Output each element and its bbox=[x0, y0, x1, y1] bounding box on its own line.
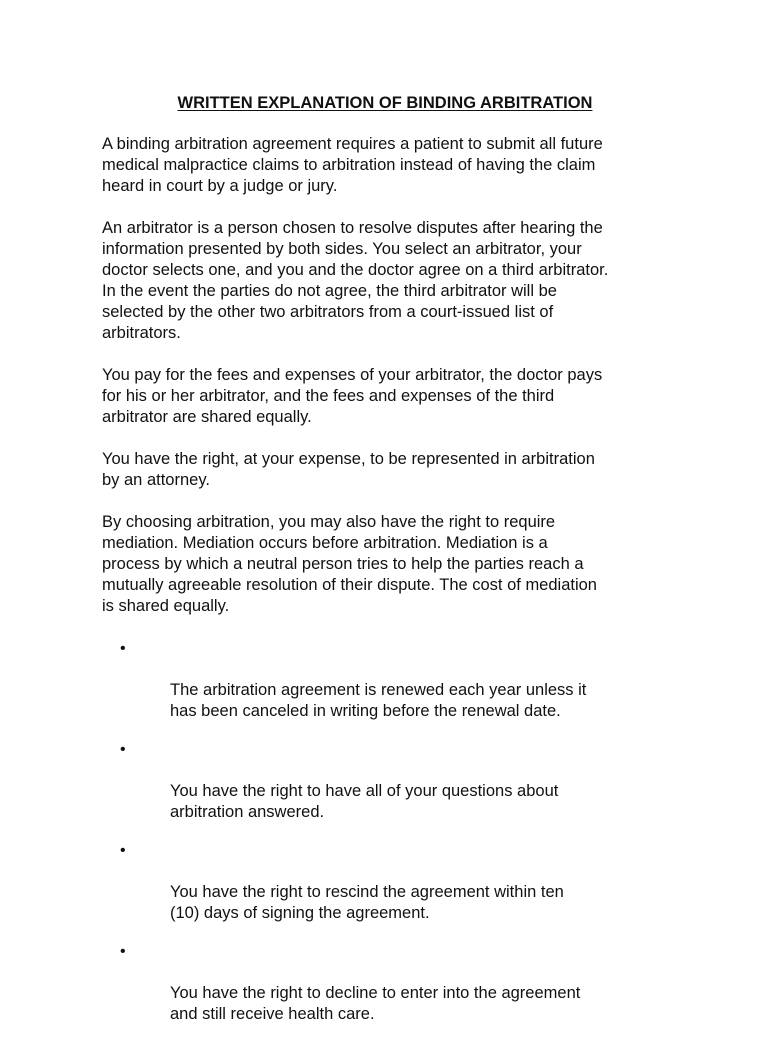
bullet-text: You have the right to decline to enter into the agreement and still receive health care. bbox=[170, 984, 581, 1023]
list-item bbox=[102, 638, 662, 722]
bullet-text: The arbitration agreement is renewed each year unless it has been canceled in writing before the renewal date. bbox=[170, 681, 587, 720]
paragraph-arbitrator-definition: An arbitrator is a person chosen to resolve disputes after hearing the information presented by both sides. You select an arbitrator, your doctor selects one, and you and the doctor agree on a third arbitrator. In the event the parties do not agree, the third arbitrator will be selected by the other two arbitrators from a court-issued list of arbitrators. bbox=[102, 219, 609, 342]
rights-bullet-list bbox=[102, 638, 662, 1025]
paragraph-binding-agreement: A binding arbitration agreement requires a patient to submit all future medical malpractice claims to arbitration instead of having the claim heard in court by a judge or jury. bbox=[102, 135, 603, 195]
bullet-icon: • bbox=[120, 842, 126, 859]
document-title bbox=[0, 93, 770, 113]
paragraph-mediation: By choosing arbitration, you may also have the right to require mediation. Mediation occurs before arbitration. Mediation is a process by which a neutral person tries to help the parties reach a mutually agreeable resolution of their dispute. The cost of mediation is shared equally. bbox=[102, 513, 597, 615]
list-item bbox=[102, 941, 662, 1025]
list-item bbox=[102, 739, 662, 823]
list-item bbox=[102, 840, 662, 924]
bullet-icon: • bbox=[120, 741, 126, 758]
bullet-icon: • bbox=[120, 943, 126, 960]
bullet-icon: • bbox=[120, 640, 126, 657]
paragraph-fees: You pay for the fees and expenses of your arbitrator, the doctor pays for his or her arbitrator, and the fees and expenses of the third arbitrator are shared equally. bbox=[102, 366, 603, 426]
paragraph-attorney: You have the right, at your expense, to be represented in arbitration by an attorney. bbox=[102, 450, 595, 489]
document-title-text: WRITTEN EXPLANATION OF BINDING ARBITRATION bbox=[177, 94, 593, 112]
bullet-text: You have the right to rescind the agreement within ten (10) days of signing the agreement. bbox=[170, 883, 564, 922]
document-body bbox=[102, 134, 662, 1042]
bullet-text: You have the right to have all of your questions about arbitration answered. bbox=[170, 782, 559, 821]
